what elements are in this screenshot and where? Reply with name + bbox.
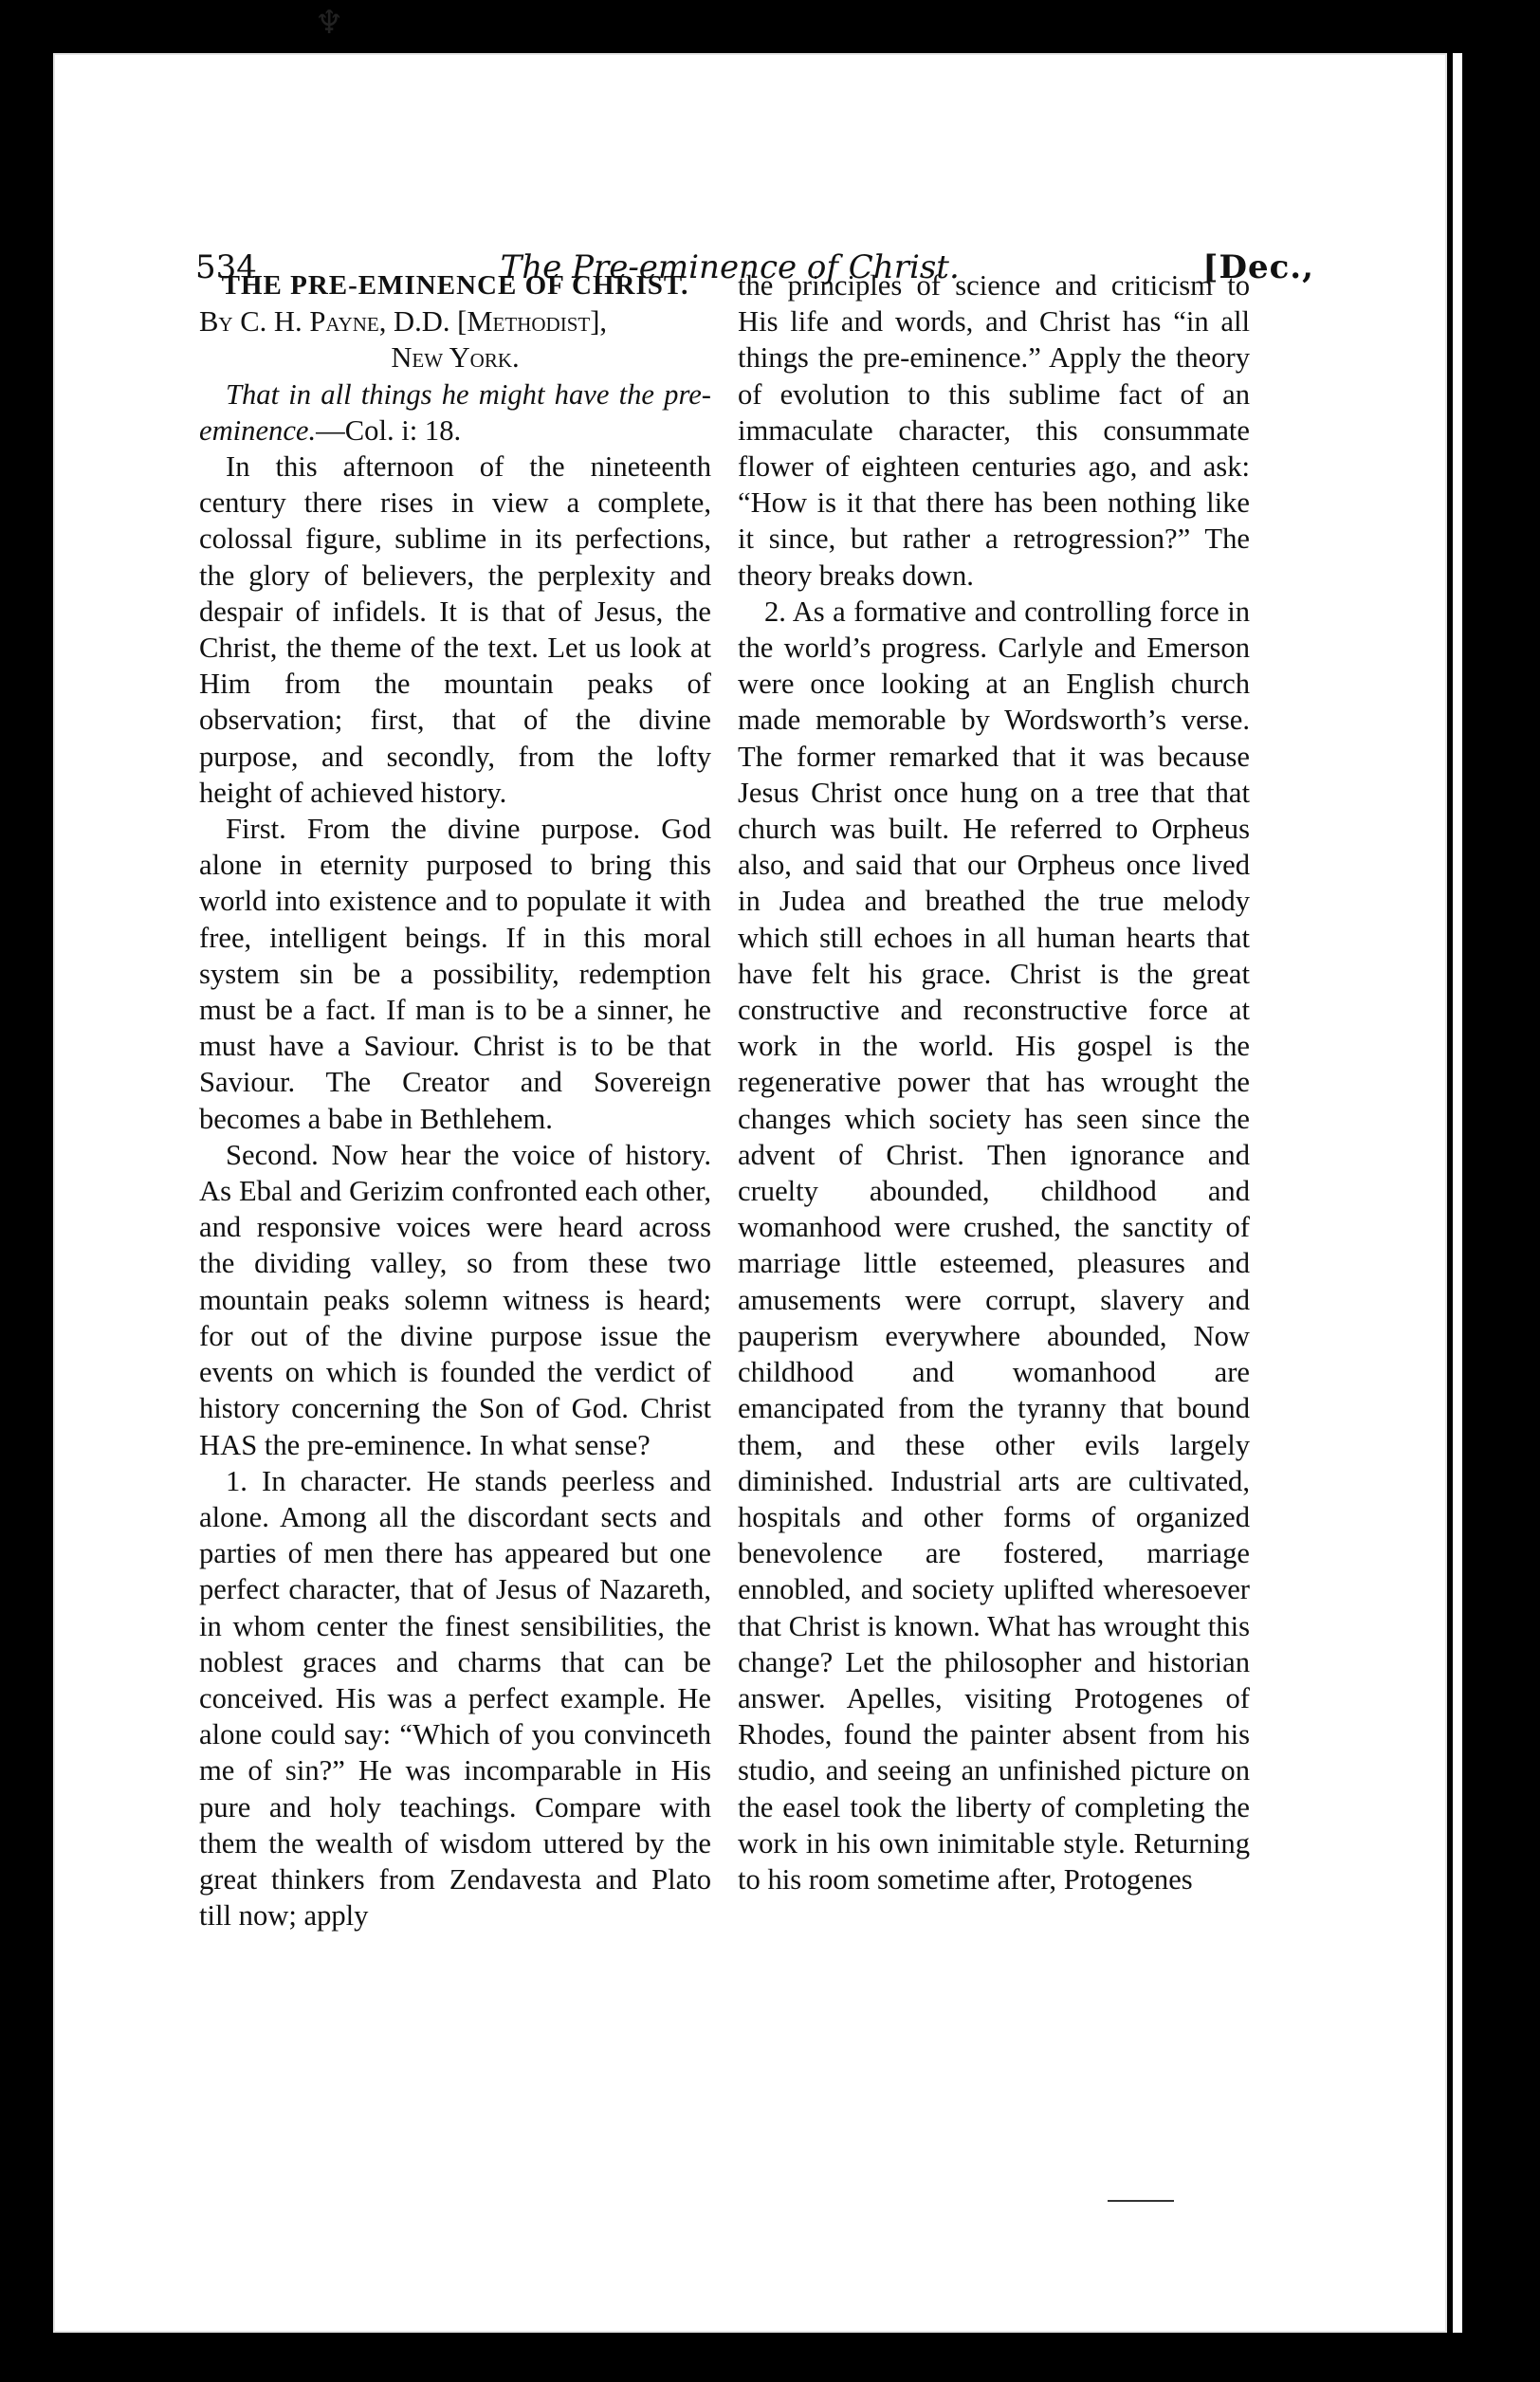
- running-date: [Dec.,: [1202, 248, 1314, 286]
- epigraph: [199, 376, 711, 449]
- paragraph: In this afternoon of the nineteenth century there rises in view a complete, colossal figure, sublime in its perfections, the glory of believers, the perplexity and despair of infidels. It is that of Jesus, the Christ, the theme of the text. Let us look at Him from the mountain peaks of observation; first, that of the divine purpose, and secondly, from the lofty height of achieved history.: [199, 450, 711, 809]
- paragraph: 2. As a formative and controlling force in the world’s progress. Carlyle and Emerson were once looking at an English church made memorable by Wordsworth’s verse. The former remarked that it was because Jesus Christ once hung on a tree that that church was built. He referred to Orpheus also, and said that our Orpheus once lived in Judea and breathed the true melody which still echoes in all human hearts that have felt his grace. Christ is the great constructive and reconstructive force at work in the world. His gospel is the regenerative power that has wrought the changes which society has seen since the advent of Christ. Then ignorance and cruelty abounded, childhood and womanhood were crushed, the sanctity of marriage little esteemed, pleasures and amusements were corrupt, slavery and pauperism everywhere abounded, Now childhood and womanhood are emancipated from the tyranny that bound them, and these other evils largely diminished. Industrial arts are cultivated, hospitals and other forms of organized benevolence are fostered, marriage ennobled, and society uplifted wheresoever that Christ is known. What has wrought this change? Let the philosopher and historian answer. Apelles, visiting Protogenes of Rhodes, found the painter absent from his studio, and seeing an unfinished picture on the easel took the liberty of completing the work in his own inimitable style. Returning to his room sometime after, Protogenes: [738, 595, 1250, 1896]
- article-location: New York.: [391, 341, 520, 375]
- epigraph-reference: —Col. i: 18.: [316, 413, 462, 447]
- next-page-edge: [1453, 53, 1462, 2333]
- catchword-rule: [1108, 2200, 1174, 2202]
- paragraph: First. From the divine purpose. God alone in eternity purposed to bring this world into existence and to populate it with free, intelligent beings. If in this moral system sin be a possibility, redemption must be a fact. If man is to be a sinner, he must have a Saviour. Christ is to be that Saviour. The Creator and Sovereign becomes a babe in Bethlehem.: [199, 813, 711, 1135]
- running-title: The Pre-eminence of Christ.: [500, 248, 960, 286]
- paragraph: Second. Now hear the voice of history. As Ebal and Gerizim confronted each other, and responsive voices were heard across the dividing valley, so from these two mountain peaks solemn witness is heard; for out of the divine purpose issue the events on which is founded the verdict of history concerning the Son of God. Christ HAS the pre-eminence. In what sense?: [199, 1138, 711, 1461]
- article-title: THE PRE-EMINENCE OF CHRIST.: [221, 270, 689, 301]
- epigraph-text: That in all things he might have the pre-eminence.: [199, 377, 711, 447]
- scan-mark-icon: ♆: [315, 4, 344, 42]
- paragraph: 1. In character. He stands peerless and alone. Among all the discordant sects and parties of men there has appeared but one perfect character, that of Jesus of Nazareth, in whom center the finest sensibilities, the noblest graces and charms that can be conceived. His was a perfect example. He alone could say: “Which of you convinceth me of sin?” He was incomparable in His pure and holy teachings. Compare with them the wealth of wisdom uttered by the great thinkers from Zendavesta and Plato till now; apply: [199, 1464, 711, 1933]
- left-column: [199, 267, 711, 1933]
- page-number: 534: [195, 248, 257, 286]
- article-byline: By C. H. Payne, D.D. [Methodist],: [199, 305, 608, 339]
- paragraph: the principles of science and criticism to His life and words, and Christ has “in all things the pre-eminence.” Apply the theory of evolution to this sublime fact of an immaculate character, this consummate flower of eighteen centuries ago, and ask: “How is it that there has been nothing like it since, but rather a retrogression?” The theory breaks down.: [738, 269, 1250, 592]
- right-column: [738, 267, 1250, 1897]
